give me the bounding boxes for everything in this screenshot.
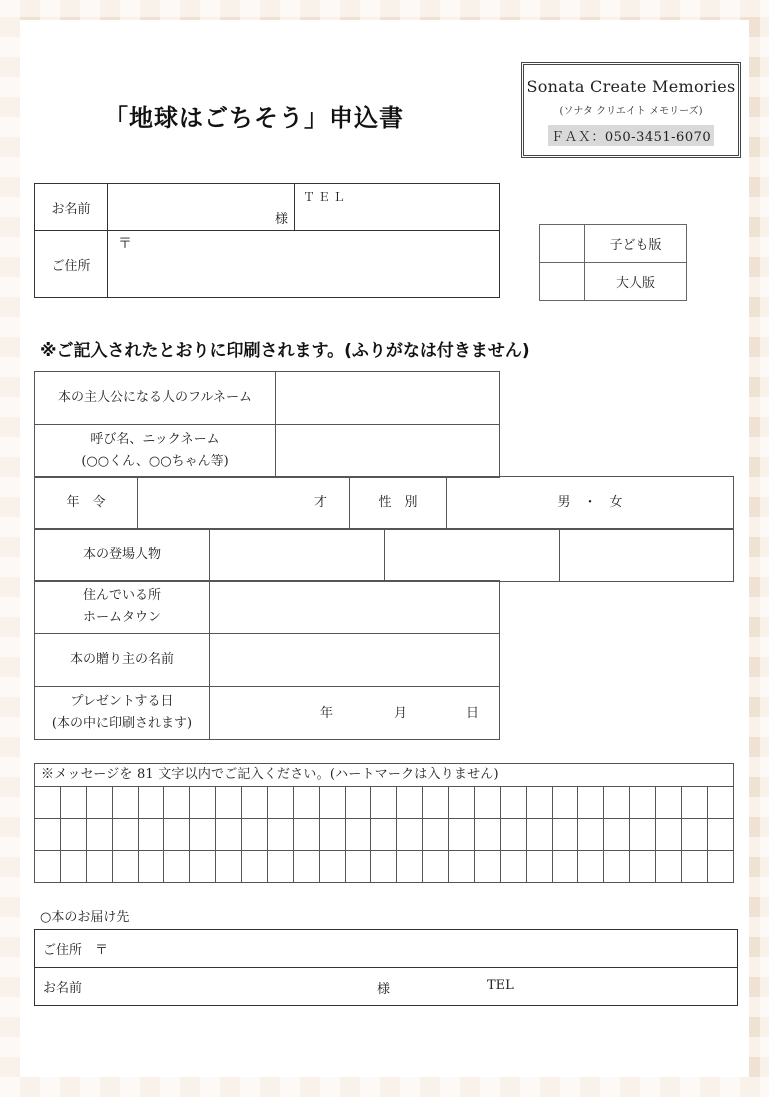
message-cell[interactable] <box>578 819 604 851</box>
address-label: ご住所 <box>35 231 108 298</box>
edition-adult: 大人版 <box>585 263 687 301</box>
delivery-name-label: お名前 <box>43 981 83 996</box>
application-sheet <box>20 20 749 1077</box>
message-cell[interactable] <box>293 819 319 851</box>
gender-field[interactable] <box>447 477 734 530</box>
message-cell[interactable] <box>86 787 112 819</box>
message-cell[interactable] <box>500 819 526 851</box>
message-cell[interactable] <box>35 851 61 883</box>
nickname-field[interactable] <box>276 425 500 478</box>
character-field-1[interactable] <box>210 529 385 582</box>
nickname-label-line1: 呼び名、ニックネーム <box>90 432 220 447</box>
message-cell[interactable] <box>86 819 112 851</box>
delivery-honorific: 様 <box>377 982 391 997</box>
character-field-2[interactable] <box>385 529 560 582</box>
print-notice: ※ご記入されたとおりに印刷されます。(ふりがなは付きません) <box>40 341 530 361</box>
message-cell[interactable] <box>242 851 268 883</box>
name-field[interactable] <box>108 184 295 231</box>
form-title: 「地球はごちそう」申込書 <box>104 104 404 132</box>
delivery-label: ○本のお届け先 <box>40 910 130 925</box>
name-honorific: 様 <box>274 212 288 227</box>
edition-check-kids[interactable] <box>540 225 585 263</box>
fullname-field[interactable] <box>276 372 500 425</box>
message-cell[interactable] <box>371 851 397 883</box>
message-cell[interactable] <box>319 819 345 851</box>
message-cell[interactable] <box>552 787 578 819</box>
zip-mark: 〒 <box>118 236 132 252</box>
nickname-label-line2: (○○くん、○○ちゃん等) <box>81 454 229 469</box>
message-cell[interactable] <box>112 819 138 851</box>
message-cell[interactable] <box>35 787 61 819</box>
message-cell[interactable] <box>216 787 242 819</box>
delivery-name-field[interactable] <box>35 968 738 1006</box>
hometown-label-line2: ホームタウン <box>82 610 161 625</box>
tel-label: ＴＥＬ <box>303 190 349 204</box>
message-grid <box>34 786 734 883</box>
message-cell[interactable] <box>138 851 164 883</box>
message-cell[interactable] <box>630 787 656 819</box>
message-cell[interactable] <box>371 819 397 851</box>
message-cell[interactable] <box>423 787 449 819</box>
address-field[interactable] <box>108 231 500 298</box>
message-cell[interactable] <box>630 819 656 851</box>
message-cell[interactable] <box>164 787 190 819</box>
message-cell[interactable] <box>138 819 164 851</box>
message-cell[interactable] <box>707 851 733 883</box>
message-cell[interactable] <box>293 851 319 883</box>
hometown-label-line1: 住んでいる所 <box>82 588 161 603</box>
message-cell[interactable] <box>371 787 397 819</box>
company-kana: (ソナタ クリエイト メモリーズ) <box>559 106 703 117</box>
message-cell[interactable] <box>60 819 86 851</box>
edition-kids: 子ども版 <box>585 225 687 263</box>
age-label: 年 令 <box>35 477 138 530</box>
message-cell[interactable] <box>397 787 423 819</box>
message-cell[interactable] <box>397 851 423 883</box>
message-cell[interactable] <box>319 851 345 883</box>
message-cell[interactable] <box>86 851 112 883</box>
message-cell[interactable] <box>319 787 345 819</box>
message-cell[interactable] <box>526 819 552 851</box>
message-cell[interactable] <box>267 787 293 819</box>
message-cell[interactable] <box>681 819 707 851</box>
message-cell[interactable] <box>423 851 449 883</box>
message-cell[interactable] <box>267 819 293 851</box>
age-gender-table <box>34 476 734 530</box>
characters-label: 本の登場人物 <box>35 529 210 582</box>
delivery-address-field[interactable] <box>35 930 738 968</box>
message-cell[interactable] <box>164 851 190 883</box>
message-cell[interactable] <box>707 819 733 851</box>
fullname-label: 本の主人公になる人のフルネーム <box>35 372 276 425</box>
message-cell[interactable] <box>474 819 500 851</box>
message-cell[interactable] <box>526 851 552 883</box>
company-fax: ＦＡＸ：050-3451-6070 <box>548 125 714 146</box>
delivery-tel-label: TEL <box>487 978 514 993</box>
gender-label: 性 別 <box>350 477 447 530</box>
message-cell[interactable] <box>604 819 630 851</box>
message-cell[interactable] <box>112 787 138 819</box>
message-cell[interactable] <box>397 819 423 851</box>
message-cell[interactable] <box>474 787 500 819</box>
delivery-table <box>34 929 738 1006</box>
giver-label: 本の贈り主の名前 <box>35 634 210 687</box>
present-date-label-line2: (本の中に印刷されます) <box>51 716 193 731</box>
message-cell[interactable] <box>293 787 319 819</box>
message-cell[interactable] <box>681 851 707 883</box>
message-label: ※メッセージを 81 文字以内でご記入ください。(ハートマークは入りません) <box>34 763 734 787</box>
message-cell[interactable] <box>604 787 630 819</box>
message-cell[interactable] <box>190 819 216 851</box>
message-cell[interactable] <box>656 787 682 819</box>
age-field[interactable] <box>138 477 350 530</box>
company-box <box>521 62 741 158</box>
edition-check-adult[interactable] <box>540 263 585 301</box>
message-cell[interactable] <box>423 819 449 851</box>
message-cell[interactable] <box>552 819 578 851</box>
age-unit: 才 <box>313 495 327 510</box>
message-cell[interactable] <box>604 851 630 883</box>
message-cell[interactable] <box>552 851 578 883</box>
message-cell[interactable] <box>60 851 86 883</box>
message-cell[interactable] <box>578 851 604 883</box>
message-cell[interactable] <box>242 819 268 851</box>
giver-field[interactable] <box>210 634 500 687</box>
message-cell[interactable] <box>190 851 216 883</box>
message-cell[interactable] <box>630 851 656 883</box>
message-cell[interactable] <box>707 787 733 819</box>
message-cell[interactable] <box>449 819 475 851</box>
message-cell[interactable] <box>449 851 475 883</box>
message-cell[interactable] <box>474 851 500 883</box>
hometown-field[interactable] <box>210 581 500 634</box>
message-cell[interactable] <box>216 819 242 851</box>
year-label: 年 <box>320 706 334 721</box>
message-cell[interactable] <box>656 819 682 851</box>
present-date-label-line1: プレゼントする日 <box>70 694 174 709</box>
message-cell[interactable] <box>500 851 526 883</box>
details-table <box>34 580 500 740</box>
message-cell[interactable] <box>345 819 371 851</box>
delivery-address-label: ご住所 〒 <box>43 943 109 958</box>
characters-table <box>34 528 734 582</box>
hometown-label <box>35 581 210 634</box>
message-cell[interactable] <box>449 787 475 819</box>
message-cell[interactable] <box>190 787 216 819</box>
edition-table <box>539 224 687 301</box>
message-cell[interactable] <box>267 851 293 883</box>
message-cell[interactable] <box>578 787 604 819</box>
message-cell[interactable] <box>35 819 61 851</box>
message-cell[interactable] <box>345 851 371 883</box>
message-cell[interactable] <box>345 787 371 819</box>
applicant-table <box>34 183 500 298</box>
message-cell[interactable] <box>242 787 268 819</box>
message-cell[interactable] <box>216 851 242 883</box>
present-date-label <box>35 687 210 740</box>
name-label: お名前 <box>35 184 108 231</box>
message-cell[interactable] <box>60 787 86 819</box>
message-cell[interactable] <box>138 787 164 819</box>
company-name: Sonata Create Memories <box>526 77 736 96</box>
gender-options: 男 ・ 女 <box>557 495 623 510</box>
message-cell[interactable] <box>656 851 682 883</box>
character-field-3[interactable] <box>560 529 734 582</box>
message-cell[interactable] <box>681 787 707 819</box>
present-date-field[interactable] <box>210 687 500 740</box>
tel-field[interactable] <box>295 184 500 231</box>
month-label: 月 <box>394 706 408 721</box>
nickname-label <box>35 425 276 478</box>
message-cell[interactable] <box>112 851 138 883</box>
day-label: 日 <box>466 706 480 721</box>
hero-table <box>34 371 500 478</box>
message-cell[interactable] <box>164 819 190 851</box>
message-cell[interactable] <box>500 787 526 819</box>
message-cell[interactable] <box>526 787 552 819</box>
